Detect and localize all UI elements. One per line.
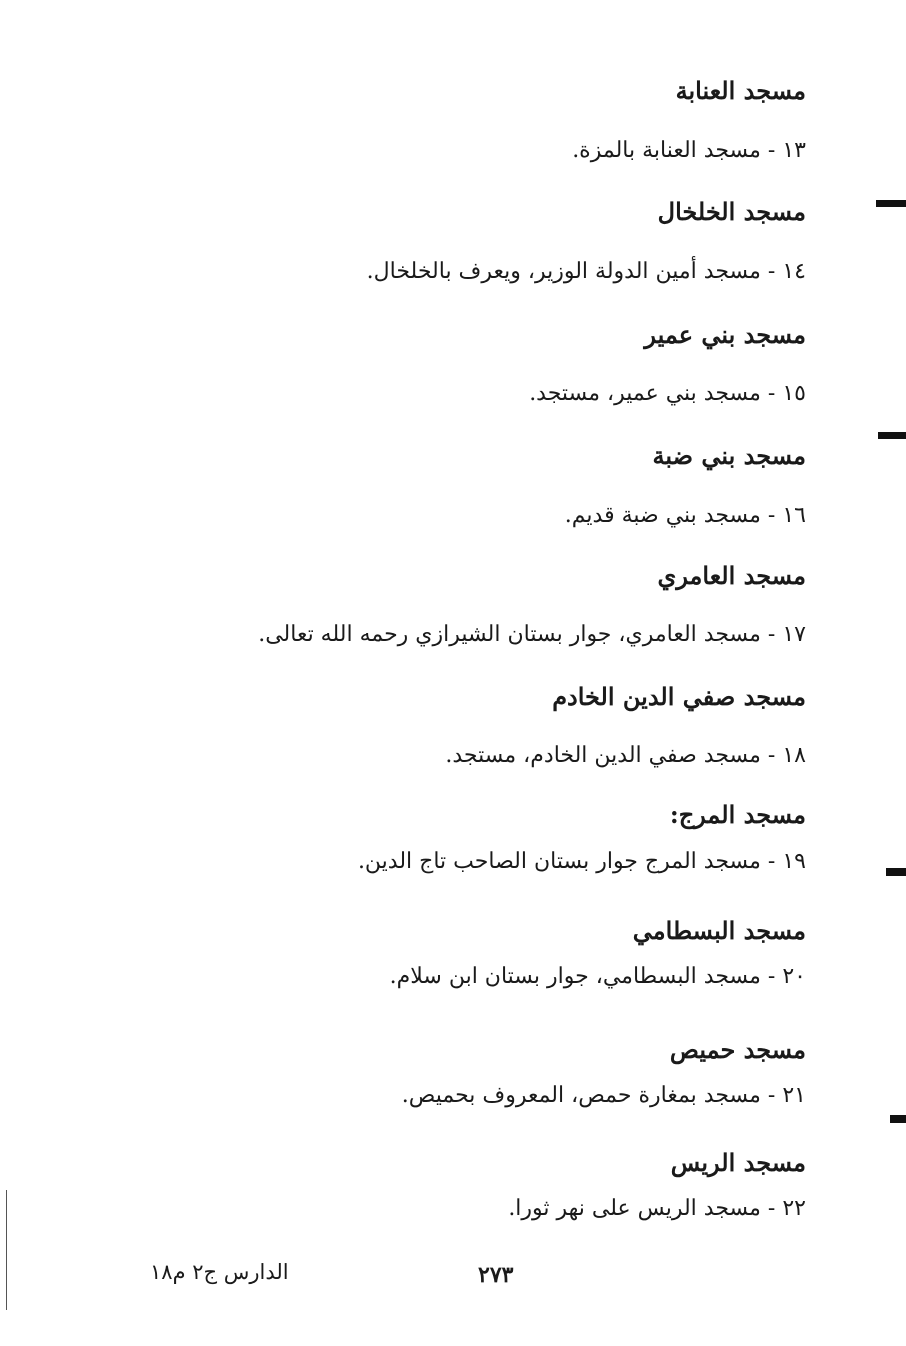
section-entry: ١٣ - مسجد العنابة بالمزة.: [572, 138, 806, 163]
printer-signature: الدارس ج٢ م١٨: [150, 1260, 289, 1284]
section-entry: ٢٠ - مسجد البسطامي، جوار بستان ابن سلام.: [389, 964, 806, 989]
section-heading: مسجد بني عمير: [644, 320, 806, 349]
edge-mark: [876, 200, 906, 207]
section-heading: مسجد الخلخال: [657, 197, 806, 226]
section-entry: ١٨ - مسجد صفي الدين الخادم، مستجد.: [445, 743, 806, 768]
edge-mark: [890, 1115, 906, 1123]
section-heading: مسجد بني ضبة: [652, 441, 806, 470]
edge-mark: [886, 868, 906, 876]
section-heading: مسجد البسطامي: [632, 916, 806, 945]
section-entry: ١٥ - مسجد بني عمير، مستجد.: [529, 381, 806, 406]
section-entry: ١٩ - مسجد المرج جوار بستان الصاحب تاج الدين.: [357, 849, 806, 874]
section-heading: مسجد العنابة: [675, 76, 806, 105]
section-heading: مسجد الريس: [670, 1148, 806, 1177]
section-entry: ١٤ - مسجد أمين الدولة الوزير، ويعرف بالخلخال.: [366, 259, 806, 284]
section-entry: ٢١ - مسجد بمغارة حمص، المعروف بحميص.: [401, 1083, 806, 1108]
section-entry: ٢٢ - مسجد الريس على نهر ثورا.: [508, 1196, 806, 1221]
section-heading: مسجد صفي الدين الخادم: [552, 682, 806, 711]
section-heading: مسجد المرج:: [669, 800, 806, 829]
section-heading: مسجد حميص: [669, 1035, 806, 1064]
edge-mark: [878, 432, 906, 439]
section-heading: مسجد العامري: [657, 561, 806, 590]
section-entry: ١٦ - مسجد بني ضبة قديم.: [564, 503, 806, 528]
section-entry: ١٧ - مسجد العامري، جوار بستان الشيرازي رحمه الله تعالى.: [258, 622, 806, 647]
page-number: ٢٧٣: [478, 1262, 514, 1288]
edge-rule: [6, 1190, 7, 1310]
